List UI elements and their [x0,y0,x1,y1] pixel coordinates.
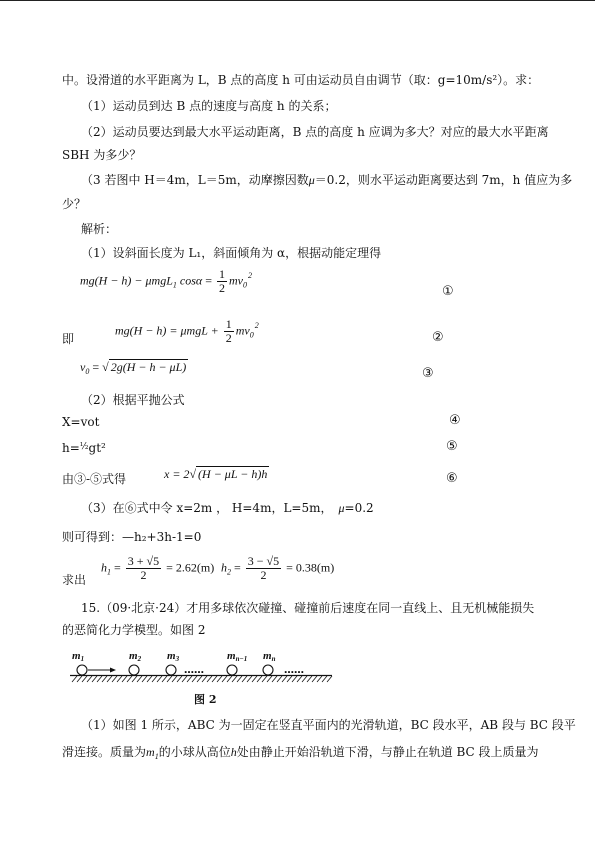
quadratic-text: 则可得到：—h₂+3h-1=0 [62,530,202,544]
question-3-cont: 少？ [62,197,87,211]
solution-h2: $h_2$ = $\frac{3 - √5}{2}$ = 0.38(m) [221,554,335,582]
problem-15: 15.（09·北京·24）才用多球依次碰撞、碰撞前后速度在同一直线上、且无机械能损失 [81,601,535,615]
ji-label: 即 [62,332,75,346]
dots-2: …… [284,665,304,676]
equation-1: mg(H − h) − μmgL$_1$ cosα = $\frac{1}{2}$ $mv_0^2$ [80,267,252,295]
question-3-part-b: ＝0.2，则水平运动距离要达到 7m，h 值应为多 [314,173,573,187]
equation-4: X=vot [62,415,100,429]
fraction-half: $\frac{1}{2}$ [218,267,225,295]
h-symbol: h [230,745,237,759]
question-2-cont: SBH 为多少？ [62,148,142,162]
ball-n [263,665,273,675]
question-1: （1）运动员到达 B 点的速度与高度 h 的关系； [81,99,337,113]
figure-caption: 图 2 [194,693,217,706]
question-3 [81,173,572,188]
text-line-1: 中。设滑道的水平距离为 L，B 点的高度 h 可由运动员自由调节（取：g=10m/s²）。求： [62,73,540,87]
equation-3: $v_0$ = √ 2g(H − h − μL) [80,360,187,376]
solve-label: 求出 [62,573,87,587]
ball-2 [129,665,139,675]
ball-label-m1: m1 [72,650,85,663]
marker-6: ⑥ [446,471,458,486]
marker-3: ③ [422,366,434,381]
m1-symbol: $m_1$ [146,745,159,761]
marker-5: ⑤ [446,439,458,454]
analysis-step-2: （2）根据平抛公式 [81,393,185,407]
ball-label-mn: mn [263,650,276,663]
ball-1 [77,665,87,675]
solution-h1: $h_1$ = $\frac{3 + √5}{2}$ = 2.62(m) [101,554,215,582]
marker-2: ② [432,330,444,345]
fraction-half: $\frac{1}{2}$ [225,317,232,345]
question-2: （2）运动员要达到最大水平运动距离，B 点的高度 h 应调为多大？对应的最大水平距离 [81,125,549,139]
problem-15-cont: 的恶简化力学模型。如图 2 [62,623,206,637]
ball-n-1 [227,665,237,675]
mu-symbol: μ [338,501,345,515]
velocity-arrow [88,668,116,673]
mu-symbol: μ [308,173,315,187]
question-3-part-a: （3 若图中 H＝4m，L＝5m，动摩擦因数 [81,173,309,187]
part-1-text: （1）如图 1 所示，ABC 为一固定在竖直平面内的光滑轨道，BC 段水平，AB 段与 BC 段平 [81,718,576,732]
ground-hatching [72,676,332,682]
analysis-step-1: （1）设斜面长度为 L₁，斜面倾角为 α，根据动能定理得 [81,246,382,260]
ball-label-m3: m3 [167,650,180,663]
ball-3 [166,665,176,675]
equation-2: mg(H − h) = μmgL + $\frac{1}{2}$ $mv_0^2$ [115,317,259,345]
equation-6: x = 2√ (H − μL − h)h [164,467,268,481]
ball-label-m2: m2 [129,650,142,663]
page-top-rule [0,0,595,1]
dots-1: …… [184,665,204,676]
ball-label-mn-1: mn−1 [227,650,248,663]
marker-4: ④ [449,413,461,428]
derive-text: 由③-⑤式得 [62,472,127,486]
part-1-cont: 滑连接。质量为$m_1$的小球从高位h处由静止开始沿轨道下滑，与静止在轨道 BC 段上质量为 [62,745,539,761]
figure-2 [70,648,340,710]
equation-5: h=½gt² [62,441,106,455]
marker-1: ① [442,284,454,299]
analysis-step-3: （3）在⑥式中令 x=2m ， H=4m，L=5m， μ=0.2 [81,501,374,515]
analysis-heading: 解析： [81,222,118,236]
